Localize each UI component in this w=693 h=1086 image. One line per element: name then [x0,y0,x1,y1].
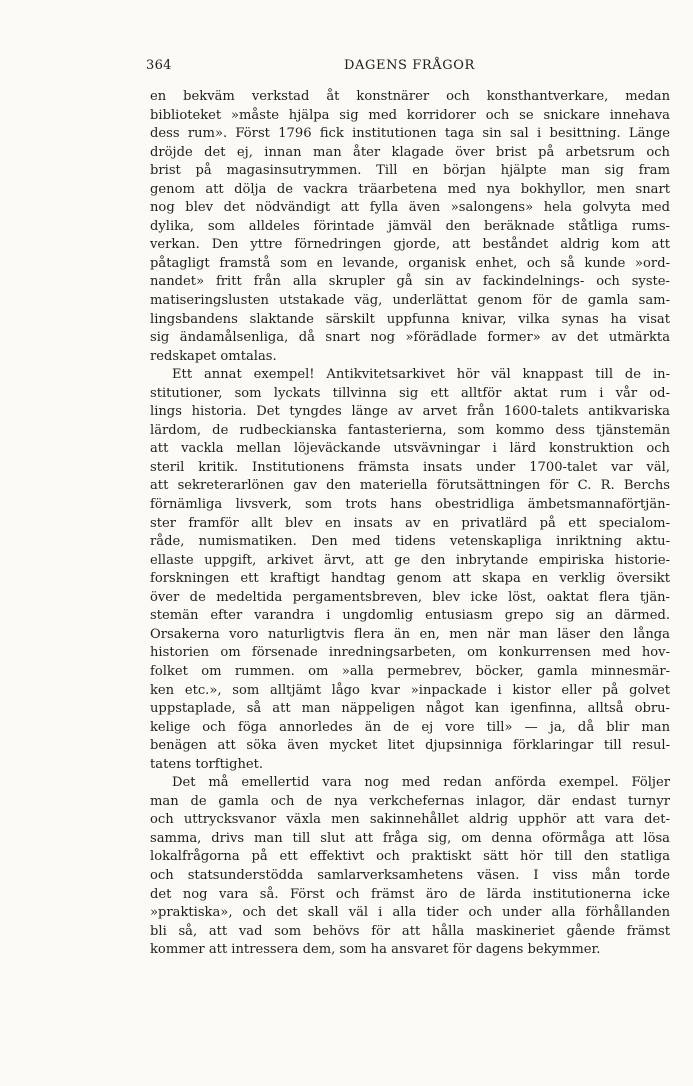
text-line: genom att dölja de vackra träarbetena med nya bokhyllor, men snart [150,181,670,197]
text-line: och statsunderstödda samlarverksamhetens väsen. I viss mån torde [150,867,670,883]
text-line: lärdom, de rudbeckianska fantasterierna, som kommo dess tjänstemän [150,422,670,438]
text-line: dess rum». Först 1796 fick institutionen taga sin sal i besittning. Länge [150,126,670,142]
text-line: steril kritik. Institutionens främsta insats under 1700-talet var väl, [150,459,670,475]
text-line: nandet» fritt från alla skrupler gå sin av fackindelnings- och syste- [150,274,670,290]
text-line: kelige och föga annorledes än de ej vore till» — ja, då blir man [150,719,670,735]
text-line: råde, numismatiken. Den med tidens vetenskapliga inriktning aktu- [150,534,670,550]
text-line: lingsbandens slaktande särskilt uppfunna knivar, vilka synas ha visat [150,311,670,327]
page-number: 364 [146,58,172,73]
text-line: man de gamla och de nya verkchefernas inlagor, där endast turnyr [150,793,670,809]
text-line: kommer att intressera dem, som ha ansvaret för dagens bekymmer. [150,942,601,958]
text-line: brist på magasinsutrymmen. Till en början hjälpte man sig fram [150,163,670,179]
text-line: en bekväm verkstad åt konstnärer och konsthantverkare, medan [150,89,670,104]
text-line: stemän efter varandra i ungdomlig entusiasm grepo sig an därmed. [150,608,670,624]
text-line: nog blev det nödvändigt att fylla även »salongens» hela golvyta med [150,200,670,216]
text-line: samma, drivs man till slut att fråga sig, om denna oförmåga att lösa [150,830,670,846]
text-line: påtagligt framstå som en levande, organisk enhet, och så kunde »ord- [150,255,670,271]
text-line: biblioteket »måste hjälpa sig med korridorer och se snickare innehava [150,107,670,123]
text-line: redskapet omtalas. [150,348,277,364]
running-head: DAGENS FRÅGOR [344,58,475,73]
text-line: benägen att söka även mycket litet djupsinniga förklaringar till resul- [150,738,670,754]
paragraph [150,774,670,959]
text-line: och uttrycksvanor växla men sakinnehållet aldrig upphör att vara det- [150,812,670,828]
text-line: över de medeltida pergamentsbreven, blev icke löst, oaktat flera tjän- [150,589,670,605]
text-line: matiseringslusten utstakade väg, underlättat genom för de gamla sam- [150,293,670,309]
text-line: historien om försenade inredningsarbeten, om konkurrensen med hov- [150,645,670,661]
page-header [146,58,670,80]
text-line: dylika, som alldeles förintade jämväl den beräknade ståtliga rums- [150,218,670,234]
text-line: Ett annat exempel! Antikvitetsarkivet hör väl knappast till de in- [172,367,670,383]
text-line: att sekreterarlönen gav den materiella förutsättningen för C. R. Berchs [150,478,670,494]
paragraph [150,88,670,366]
text-line: »praktiska», och det skall väl i alla tider och under alla förhållanden [150,905,670,921]
text-line: ken etc.», som alltjämt lågo kvar »inpackade i kistor eller på golvet [150,682,670,698]
text-line: lings historia. Det tyngdes länge av arvet från 1600-talets antikvariska [150,404,670,420]
text-line: Orsakerna voro naturligtvis flera än en, men när man läser den långa [150,626,670,642]
text-line: folket om rummen. om »alla permebrev, böcker, gamla minnesmär- [150,663,670,679]
text-line: verkan. Den yttre förnedringen gjorde, att beståndet aldrig kom att [150,237,670,253]
paragraph [150,366,670,774]
text-line: lokalfrågorna på ett effektivt och praktiskt sätt hör till den statliga [150,849,670,865]
text-line: tatens torftighet. [150,756,264,772]
text-line: uppstaplade, så att man näppeligen något kan igenfinna, alltså obru- [150,701,670,717]
text-line: stitutioner, som lyckats tillvinna sig ett alltför aktat rum i vår od- [150,385,670,401]
text-line: bli så, att vad som behövs för att hålla maskineriet gående främst [150,923,670,939]
text-line: förnämliga livsverk, som trots hans obestridliga ämbetsmannaförtjän- [150,497,670,513]
text-line: dröjde det ej, innan man åter klagade över brist på arbetsrum och [150,144,670,160]
text-line: sig ändamålsenliga, då snart nog »förädlade former» av det utmärkta [150,330,670,346]
text-line: forskningen ett kraftigt handtag genom att skapa en verklig översikt [150,571,670,587]
text-line: ellaste uppgift, arkivet ärvt, att ge den inbrytande empiriska historie- [150,552,670,568]
text-line: det nog vara så. Först och främst äro de lärda institutionerna icke [150,886,670,902]
text-line: Det må emellertid vara nog med redan anförda exempel. Följer [172,775,670,791]
body-text [150,88,670,960]
text-line: ster framför allt blev en insats av en privatlärd på ett specialom- [150,515,670,531]
text-line: att vackla mellan löjeväckande utsvävningar i lärd konstruktion och [150,441,670,457]
